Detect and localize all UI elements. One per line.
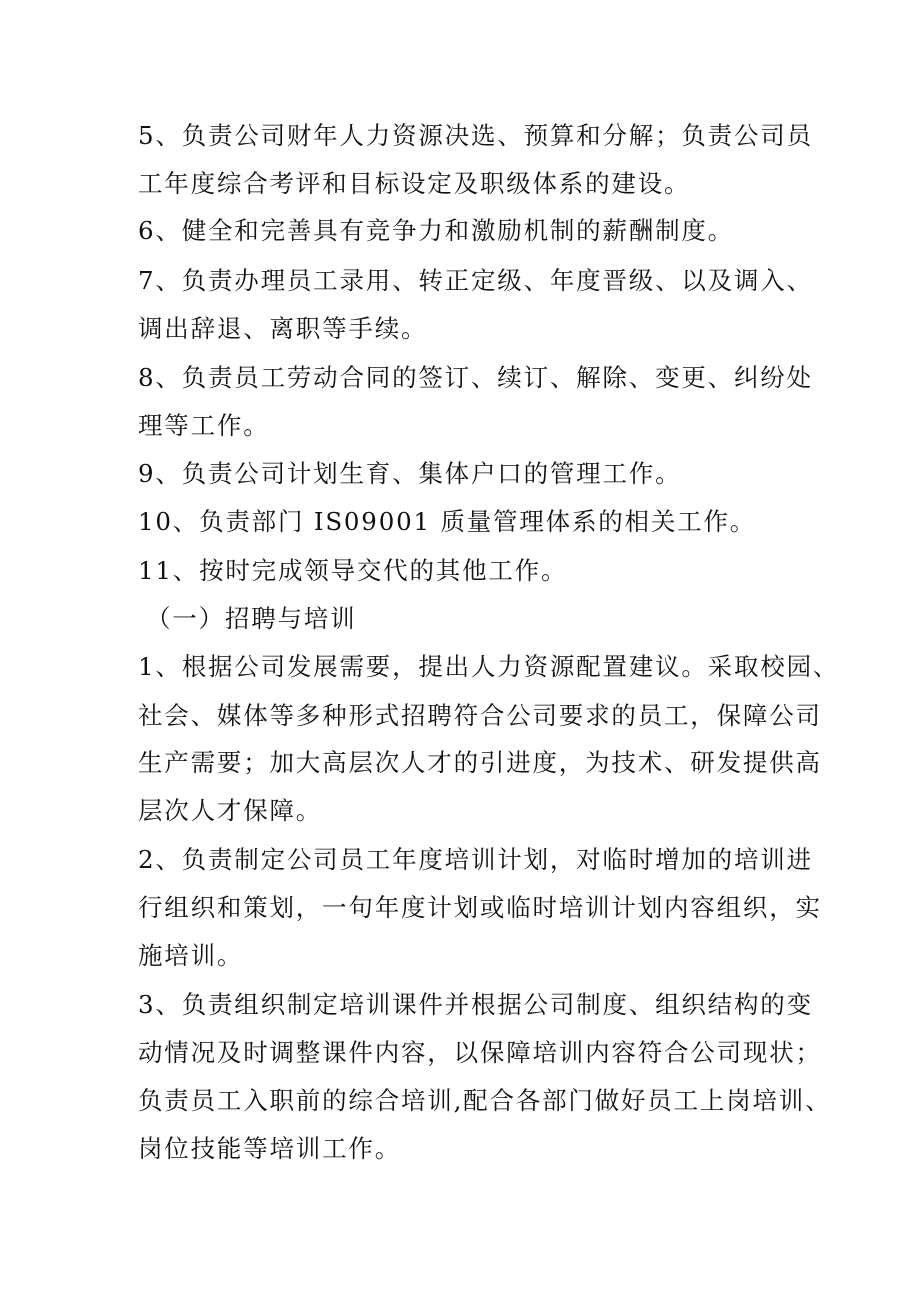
text-line: 社会、媒体等多种形式招聘符合公司要求的员工，保障公司	[138, 701, 822, 730]
text-line: 层次人才保障。	[138, 796, 323, 825]
text-line: 11、按时完成领导交代的其他工作。	[138, 556, 568, 585]
text-line: 9、负责公司计划生育、集体户口的管理工作。	[138, 459, 682, 488]
text-line: 动情况及时调整课件内容，以保障培训内容符合公司现状；	[138, 1038, 822, 1067]
text-line: 8、负责员工劳动合同的签订、续订、解除、变更、纠纷处	[138, 363, 813, 392]
text-line: 7、负责办理员工录用、转正定级、年度晋级、以及调入、	[138, 266, 813, 295]
text-line: 1、根据公司发展需要，提出人力资源配置建议。采取校园、	[138, 652, 840, 681]
text-line: 岗位技能等培训工作。	[138, 1134, 401, 1163]
text-line: 6、健全和完善具有竞争力和激励机制的薪酬制度。	[138, 216, 734, 245]
text-line: 施培训。	[138, 941, 244, 970]
text-line: 3、负责组织制定培训课件并根据公司制度、组织结构的变	[138, 990, 813, 1019]
text-line: 行组织和策划，一句年度计划或临时培训计划内容组织，实	[138, 893, 822, 922]
text-line: 5、负责公司财年人力资源决选、预算和分解；负责公司员	[138, 121, 813, 150]
text-line: 2、负责制定公司员工年度培训计划，对临时增加的培训进	[138, 845, 813, 874]
text-line: 生产需要；加大高层次人才的引进度，为技术、研发提供高	[138, 748, 822, 777]
text-line: 理等工作。	[138, 411, 270, 440]
section-heading: （一）招聘与培训	[146, 604, 357, 633]
text-line: 工年度综合考评和目标设定及职级体系的建设。	[138, 169, 691, 198]
text-line: 调出辞退、离职等手续。	[138, 314, 428, 343]
text-line: 负责员工入职前的综合培训,配合各部门做好员工上岗培训、	[138, 1086, 832, 1115]
text-line: 10、负责部门 IS09001 质量管理体系的相关工作。	[138, 507, 757, 536]
